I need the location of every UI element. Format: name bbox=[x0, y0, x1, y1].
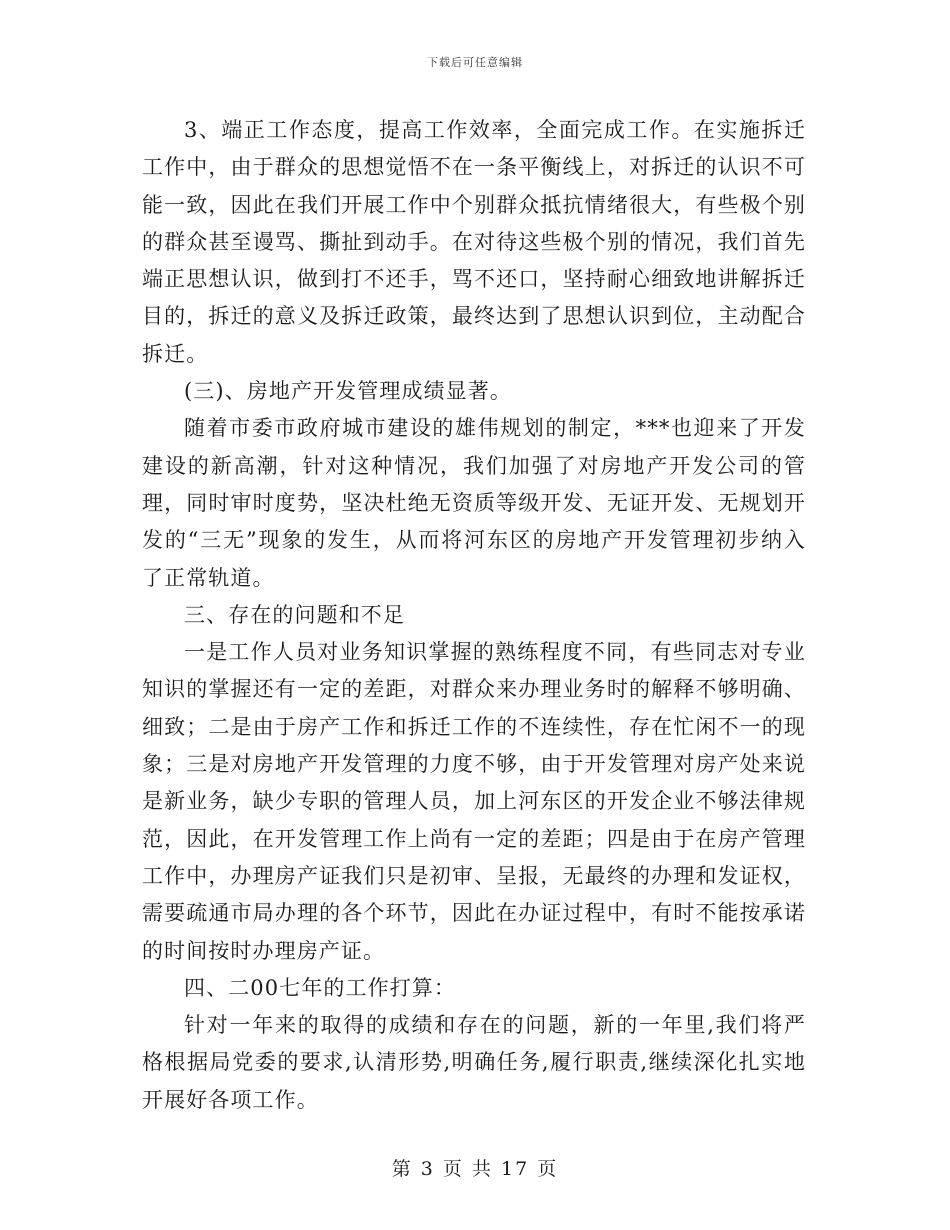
heading-real-estate-development: (三)、房地产开发管理成绩显著。 bbox=[184, 379, 512, 404]
paragraph-2007-plan: 针对一年来的取得的成绩和存在的问题，新的一年里,我们将严格根据局党委的要求,认清形势,明确任务,履行职责,继续深化扎实地开展好各项工作。 bbox=[142, 1013, 806, 1112]
document-body bbox=[142, 112, 806, 1119]
heading-problems-shortcomings: 三、存在的问题和不足 bbox=[184, 602, 405, 627]
paragraph-attitude-efficiency: 3、端正工作态度，提高工作效率，全面完成工作。在实施拆迁工作中，由于群众的思想觉悟不在一条平衡线上，对拆迁的认识不可能一致，因此在我们开展工作中个别群众抵抗情绪很大，有些极个别的群众甚至谩骂、撕扯到动手。在对待这些极个别的情况，我们首先端正思想认识，做到打不还手，骂不还口，坚持耐心细致地讲解拆迁目的，拆迁的意义及拆迁政策，最终达到了思想认识到位，主动配合拆迁。 bbox=[142, 118, 806, 366]
paragraph-problems: 一是工作人员对业务知识掌握的熟练程度不同，有些同志对专业知识的掌握还有一定的差距，对群众来办理业务时的解释不够明确、细致；二是由于房产工作和拆迁工作的不连续性，存在忙闲不一的现象；三是对房地产开发管理的力度不够，由于开发管理对房产处来说是新业务，缺少专职的管理人员，加上河东区的开发企业不够法律规范，因此，在开发管理工作上尚有一定的差距；四是由于在房产管理工作中，办理房产证我们只是初审、呈报，无最终的办理和发证权，需要疏通市局办理的各个环节，因此在办证过程中，有时不能按承诺的时间按时办理房产证。 bbox=[142, 640, 806, 963]
heading-2007-plan: 四、二00七年的工作打算： bbox=[184, 975, 457, 1000]
page-number-footer: 第 3 页 共 17 页 bbox=[391, 1158, 559, 1180]
paragraph-real-estate-management: 随着市委市政府城市建设的雄伟规划的制定，***也迎来了开发建设的新高潮，针对这种情况，我们加强了对房地产开发公司的管理，同时审时度势，坚决杜绝无资质等级开发、无证开发、无规划开发的“三无”现象的发生，从而将河东区的房地产开发管理初步纳入了正常轨道。 bbox=[142, 416, 806, 590]
page-header-note: 下载后可任意编辑 bbox=[427, 56, 523, 69]
